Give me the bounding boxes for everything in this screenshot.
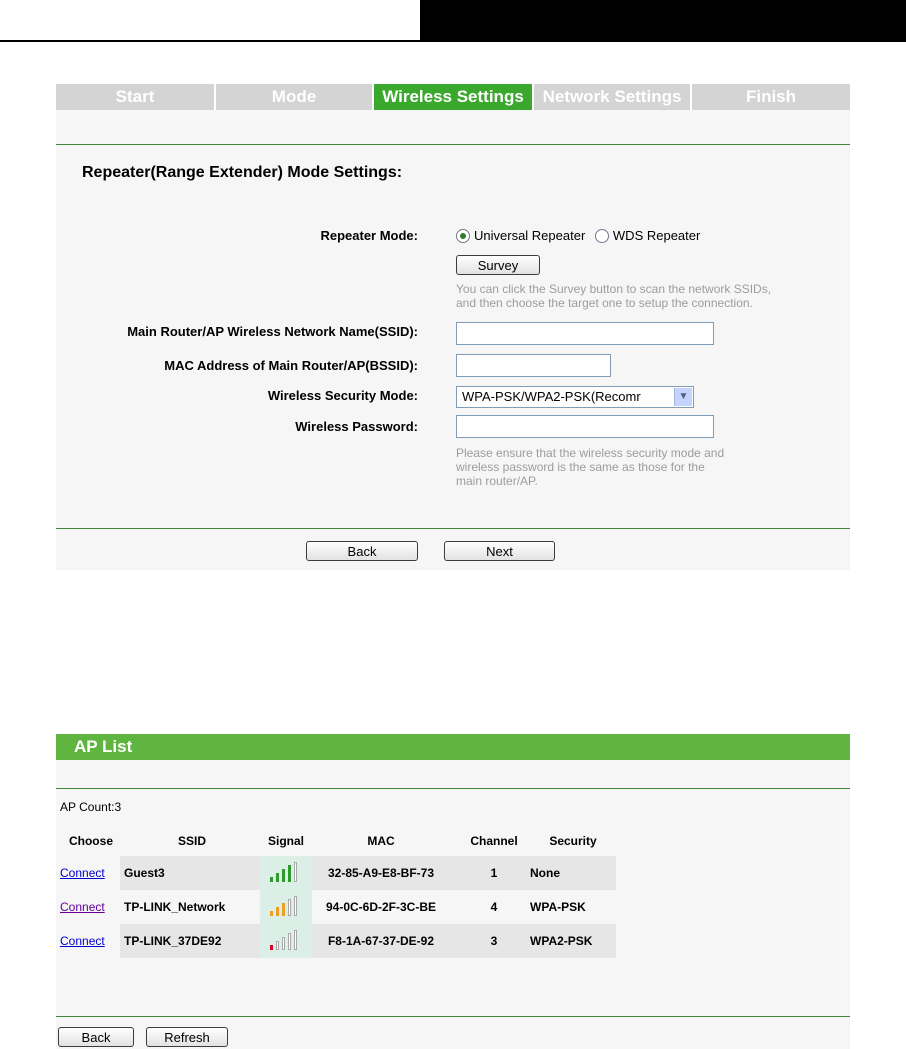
signal-bar bbox=[288, 899, 291, 916]
repeater-mode-options bbox=[456, 227, 706, 243]
ap-divider-bottom bbox=[56, 1016, 850, 1017]
universal-repeater-label: Universal Repeater bbox=[474, 228, 586, 244]
step-network-settings: Network Settings bbox=[534, 84, 692, 110]
password-label: Wireless Password: bbox=[295, 419, 418, 434]
step-finish: Finish bbox=[692, 84, 850, 110]
ssid-input[interactable] bbox=[456, 322, 714, 345]
col-choose: Choose bbox=[68, 834, 113, 848]
connect-link[interactable]: Connect bbox=[60, 900, 105, 914]
ssid-label: Main Router/AP Wireless Network Name(SSID): bbox=[127, 324, 418, 339]
signal-strength-icon bbox=[260, 924, 312, 958]
password-hint-line-2: wireless password is the same as those for the bbox=[456, 460, 705, 474]
mac-cell: 94-0C-6D-2F-3C-BE bbox=[325, 900, 437, 914]
connect-link[interactable]: Connect bbox=[60, 866, 105, 880]
survey-hint-line-2: and then choose the target one to setup the connection. bbox=[456, 296, 753, 310]
ap-divider-top bbox=[56, 788, 850, 789]
signal-bar bbox=[282, 869, 285, 882]
signal-bar bbox=[282, 937, 285, 950]
col-security: Security bbox=[549, 834, 597, 848]
signal-bar bbox=[288, 865, 291, 882]
signal-bar bbox=[294, 930, 297, 950]
step-mode: Mode bbox=[216, 84, 374, 110]
channel-cell: 4 bbox=[490, 900, 498, 914]
security-cell: WPA2-PSK bbox=[530, 934, 593, 948]
signal-bar bbox=[276, 941, 279, 950]
wds-repeater-label: WDS Repeater bbox=[612, 228, 701, 244]
bssid-input[interactable] bbox=[456, 354, 611, 377]
password-hint-line-1: Please ensure that the wireless security mode and bbox=[456, 446, 725, 460]
channel-cell: 3 bbox=[490, 934, 498, 948]
password-hint bbox=[456, 446, 724, 488]
security-mode-select[interactable] bbox=[456, 386, 694, 408]
col-ssid: SSID bbox=[177, 834, 206, 848]
section-title: Repeater(Range Extender) Mode Settings: bbox=[82, 164, 403, 181]
password-input[interactable] bbox=[456, 415, 714, 438]
col-channel: Channel bbox=[470, 834, 518, 848]
connect-link[interactable]: Connect bbox=[60, 934, 105, 948]
ap-list-panel bbox=[56, 734, 850, 1049]
back-button[interactable]: Back bbox=[306, 541, 418, 561]
signal-bar bbox=[270, 911, 273, 916]
divider-top bbox=[56, 144, 850, 145]
refresh-button[interactable]: Refresh bbox=[146, 1027, 228, 1047]
signal-strength-icon bbox=[260, 856, 312, 890]
ssid-cell: Guest3 bbox=[124, 866, 165, 880]
signal-bar bbox=[270, 877, 273, 882]
security-mode-label: Wireless Security Mode: bbox=[267, 388, 418, 403]
signal-bar bbox=[270, 945, 273, 950]
security-mode-value: WPA-PSK/WPA2-PSK(Recomr bbox=[462, 389, 641, 404]
next-button[interactable]: Next bbox=[444, 541, 555, 561]
chevron-down-icon[interactable]: ▼ bbox=[674, 388, 692, 406]
step-wireless-settings: Wireless Settings bbox=[374, 84, 534, 110]
mac-cell: F8-1A-67-37-DE-92 bbox=[327, 934, 435, 948]
survey-button[interactable]: Survey bbox=[456, 255, 540, 275]
password-hint-line-3: main router/AP. bbox=[456, 474, 538, 488]
survey-hint-line-1: You can click the Survey button to scan the network SSIDs, bbox=[456, 282, 772, 296]
step-start: Start bbox=[56, 84, 216, 110]
ap-count: AP Count:3 bbox=[60, 800, 122, 814]
security-cell: WPA-PSK bbox=[530, 900, 586, 914]
header-underline bbox=[0, 40, 420, 42]
col-mac: MAC bbox=[367, 834, 395, 848]
signal-bar bbox=[282, 903, 285, 916]
bssid-label: MAC Address of Main Router/AP(BSSID): bbox=[164, 358, 418, 373]
ssid-cell: TP-LINK_37DE92 bbox=[124, 934, 222, 948]
repeater-mode-label: Repeater Mode: bbox=[320, 228, 418, 243]
mac-cell: 32-85-A9-E8-BF-73 bbox=[327, 866, 435, 880]
wds-repeater-radio[interactable] bbox=[595, 229, 609, 243]
signal-bar bbox=[276, 873, 279, 882]
security-cell: None bbox=[530, 866, 560, 880]
signal-bar bbox=[288, 933, 291, 950]
ap-back-button[interactable]: Back bbox=[58, 1027, 134, 1047]
wizard-steps bbox=[56, 84, 850, 110]
signal-bar bbox=[294, 862, 297, 882]
wizard-panel bbox=[56, 84, 850, 570]
header-black-bar bbox=[420, 0, 906, 42]
ssid-cell: TP-LINK_Network bbox=[124, 900, 226, 914]
col-signal: Signal bbox=[267, 834, 304, 848]
ap-list-title: AP List bbox=[56, 734, 850, 760]
divider-bottom bbox=[56, 528, 850, 529]
universal-repeater-radio[interactable] bbox=[456, 229, 470, 243]
signal-strength-icon bbox=[260, 890, 312, 924]
survey-hint bbox=[456, 282, 771, 310]
channel-cell: 1 bbox=[490, 866, 498, 880]
signal-bar bbox=[276, 907, 279, 916]
signal-bar bbox=[294, 896, 297, 916]
